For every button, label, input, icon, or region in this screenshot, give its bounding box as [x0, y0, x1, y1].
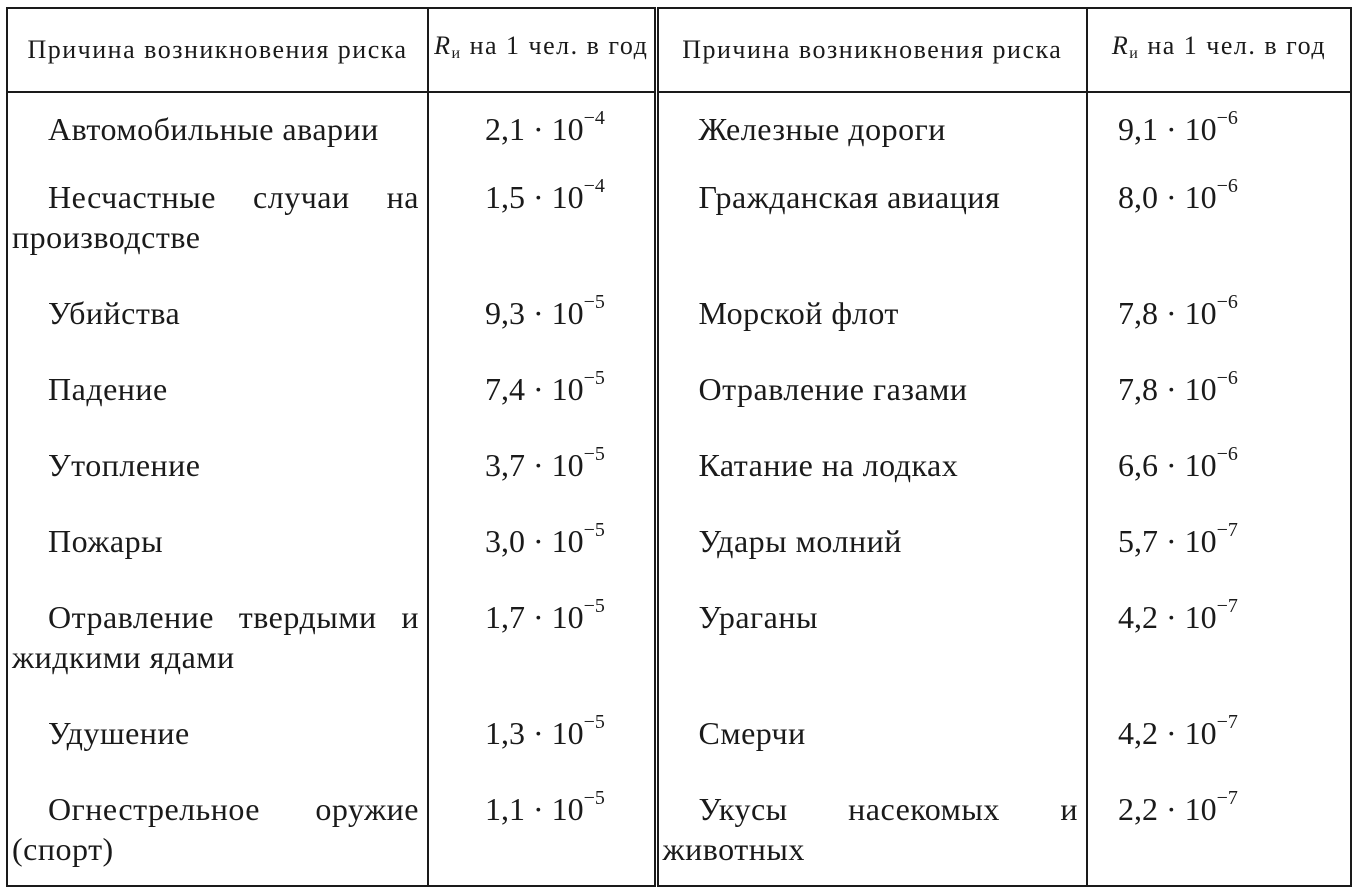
risk-value-left	[428, 773, 656, 886]
table-row	[7, 161, 1351, 277]
mantissa: 4,2	[1118, 599, 1158, 635]
cause-text: Отравление газами	[698, 371, 968, 407]
header-row	[7, 8, 1351, 92]
multiply-sign: ·	[533, 791, 544, 827]
risk-unit: на 1 чел. в год	[1139, 31, 1327, 60]
exponent: −6	[1216, 175, 1238, 198]
multiply-sign: ·	[1166, 715, 1177, 751]
risk-value-left	[428, 277, 656, 353]
table-row	[7, 353, 1351, 429]
cause-cell-left	[7, 92, 428, 161]
exponent: −5	[583, 711, 605, 734]
cause-text: Утопление	[48, 447, 201, 483]
exponent: −5	[583, 787, 605, 810]
risk-subscript: и	[1129, 45, 1140, 62]
multiply-sign: ·	[533, 715, 544, 751]
risk-value-right	[1087, 505, 1351, 581]
exponent: −5	[583, 367, 605, 390]
table-row	[7, 429, 1351, 505]
mantissa: 7,4	[485, 371, 525, 407]
base: 10	[551, 447, 584, 483]
mantissa: 2,2	[1118, 791, 1158, 827]
base: 10	[1184, 295, 1217, 331]
mantissa: 3,7	[485, 447, 525, 483]
table-body	[7, 92, 1351, 886]
risk-value-right	[1087, 429, 1351, 505]
risk-value-right	[1087, 697, 1351, 773]
base: 10	[1184, 599, 1217, 635]
base: 10	[551, 599, 584, 635]
cause-text: Убийства	[48, 295, 181, 331]
cause-text: Морской флот	[698, 295, 899, 331]
cause-cell-left	[7, 161, 428, 277]
exponent: −7	[1216, 711, 1238, 734]
risk-value-right	[1087, 773, 1351, 886]
multiply-sign: ·	[1166, 371, 1177, 407]
multiply-sign: ·	[1166, 179, 1177, 215]
mantissa: 2,1	[485, 111, 525, 147]
cause-text: Смерчи	[698, 715, 806, 751]
risk-value-right	[1087, 161, 1351, 277]
exponent: −4	[583, 107, 605, 130]
risk-symbol: R	[434, 31, 452, 60]
risk-value-left	[428, 353, 656, 429]
base: 10	[1184, 523, 1217, 559]
base: 10	[551, 715, 584, 751]
mantissa: 1,5	[485, 179, 525, 215]
mantissa: 1,1	[485, 791, 525, 827]
risk-value-right	[1087, 353, 1351, 429]
cause-cell-right	[656, 773, 1087, 886]
header-risk-right	[1087, 8, 1351, 92]
exponent: −7	[1216, 595, 1238, 618]
mantissa: 4,2	[1118, 715, 1158, 751]
table-row	[7, 773, 1351, 886]
exponent: −5	[583, 519, 605, 542]
multiply-sign: ·	[533, 295, 544, 331]
cause-text: Удушение	[48, 715, 190, 751]
risk-value-left	[428, 697, 656, 773]
base: 10	[551, 295, 584, 331]
mantissa: 5,7	[1118, 523, 1158, 559]
exponent: −7	[1216, 787, 1238, 810]
multiply-sign: ·	[1166, 111, 1177, 147]
multiply-sign: ·	[1166, 295, 1177, 331]
base: 10	[1184, 371, 1217, 407]
risk-symbol: R	[1111, 31, 1130, 60]
multiply-sign: ·	[533, 371, 544, 407]
mantissa: 9,3	[485, 295, 525, 331]
mantissa: 7,8	[1118, 371, 1158, 407]
exponent: −6	[1216, 291, 1238, 314]
base: 10	[551, 111, 584, 147]
header-cause-right: Причина возникновения риска	[656, 8, 1087, 92]
cause-text: Огнестрельное оружие (спорт)	[12, 791, 419, 867]
exponent: −7	[1216, 519, 1238, 542]
risk-value-left	[428, 429, 656, 505]
exponent: −6	[1216, 107, 1238, 130]
cause-cell-right	[656, 277, 1087, 353]
risk-value-right	[1087, 581, 1351, 697]
base: 10	[551, 179, 584, 215]
risk-value-left	[428, 581, 656, 697]
cause-cell-left	[7, 773, 428, 886]
cause-text: Удары молний	[698, 523, 902, 559]
multiply-sign: ·	[1166, 523, 1177, 559]
cause-cell-left	[7, 353, 428, 429]
cause-cell-right	[656, 92, 1087, 161]
table-row	[7, 277, 1351, 353]
base: 10	[1184, 447, 1217, 483]
cause-cell-right	[656, 697, 1087, 773]
cause-text: Железные дороги	[698, 111, 946, 147]
cause-text: Пожары	[48, 523, 164, 559]
cause-cell-right	[656, 581, 1087, 697]
exponent: −5	[583, 443, 605, 466]
multiply-sign: ·	[533, 179, 544, 215]
mantissa: 7,8	[1118, 295, 1158, 331]
cause-cell-left	[7, 581, 428, 697]
mantissa: 6,6	[1118, 447, 1158, 483]
base: 10	[1184, 179, 1217, 215]
exponent: −5	[583, 291, 605, 314]
cause-text: Катание на лодках	[698, 447, 959, 483]
risk-value-left	[428, 161, 656, 277]
cause-cell-right	[656, 429, 1087, 505]
multiply-sign: ·	[1166, 791, 1177, 827]
base: 10	[1184, 715, 1217, 751]
risk-value-right	[1087, 277, 1351, 353]
base: 10	[551, 791, 584, 827]
cause-text: Укусы насекомых и животных	[662, 791, 1078, 867]
cause-cell-left	[7, 505, 428, 581]
cause-cell-left	[7, 429, 428, 505]
exponent: −6	[1216, 367, 1238, 390]
exponent: −4	[583, 175, 605, 198]
header-risk-left	[428, 8, 656, 92]
header-cause-left: Причина возникновения риска	[7, 8, 428, 92]
mantissa: 1,7	[485, 599, 525, 635]
cause-text: Ураганы	[698, 599, 818, 635]
table-row	[7, 581, 1351, 697]
multiply-sign: ·	[533, 523, 544, 559]
mantissa: 3,0	[485, 523, 525, 559]
cause-cell-right	[656, 353, 1087, 429]
risk-value-left	[428, 92, 656, 161]
base: 10	[551, 371, 584, 407]
exponent: −6	[1216, 443, 1238, 466]
mantissa: 8,0	[1118, 179, 1158, 215]
cause-text: Несчастные случаи на производстве	[12, 179, 419, 255]
cause-text: Отравление твердыми и жидкими ядами	[12, 599, 419, 675]
cause-cell-right	[656, 161, 1087, 277]
risk-table	[6, 7, 1352, 887]
cause-cell-left	[7, 697, 428, 773]
mantissa: 9,1	[1118, 111, 1158, 147]
cause-text: Падение	[48, 371, 168, 407]
table-row	[7, 697, 1351, 773]
base: 10	[1184, 791, 1217, 827]
multiply-sign: ·	[1166, 447, 1177, 483]
risk-unit: на 1 чел. в год	[461, 31, 649, 60]
risk-value-right	[1087, 92, 1351, 161]
multiply-sign: ·	[533, 447, 544, 483]
cause-text: Гражданская авиация	[698, 179, 1001, 215]
base: 10	[551, 523, 584, 559]
table-row	[7, 505, 1351, 581]
risk-value-left	[428, 505, 656, 581]
multiply-sign: ·	[1166, 599, 1177, 635]
cause-cell-right	[656, 505, 1087, 581]
base: 10	[1184, 111, 1217, 147]
table-row	[7, 92, 1351, 161]
multiply-sign: ·	[533, 111, 544, 147]
cause-text: Автомобильные аварии	[48, 111, 379, 147]
mantissa: 1,3	[485, 715, 525, 751]
cause-cell-left	[7, 277, 428, 353]
exponent: −5	[583, 595, 605, 618]
risk-subscript: и	[451, 45, 462, 62]
multiply-sign: ·	[533, 599, 544, 635]
